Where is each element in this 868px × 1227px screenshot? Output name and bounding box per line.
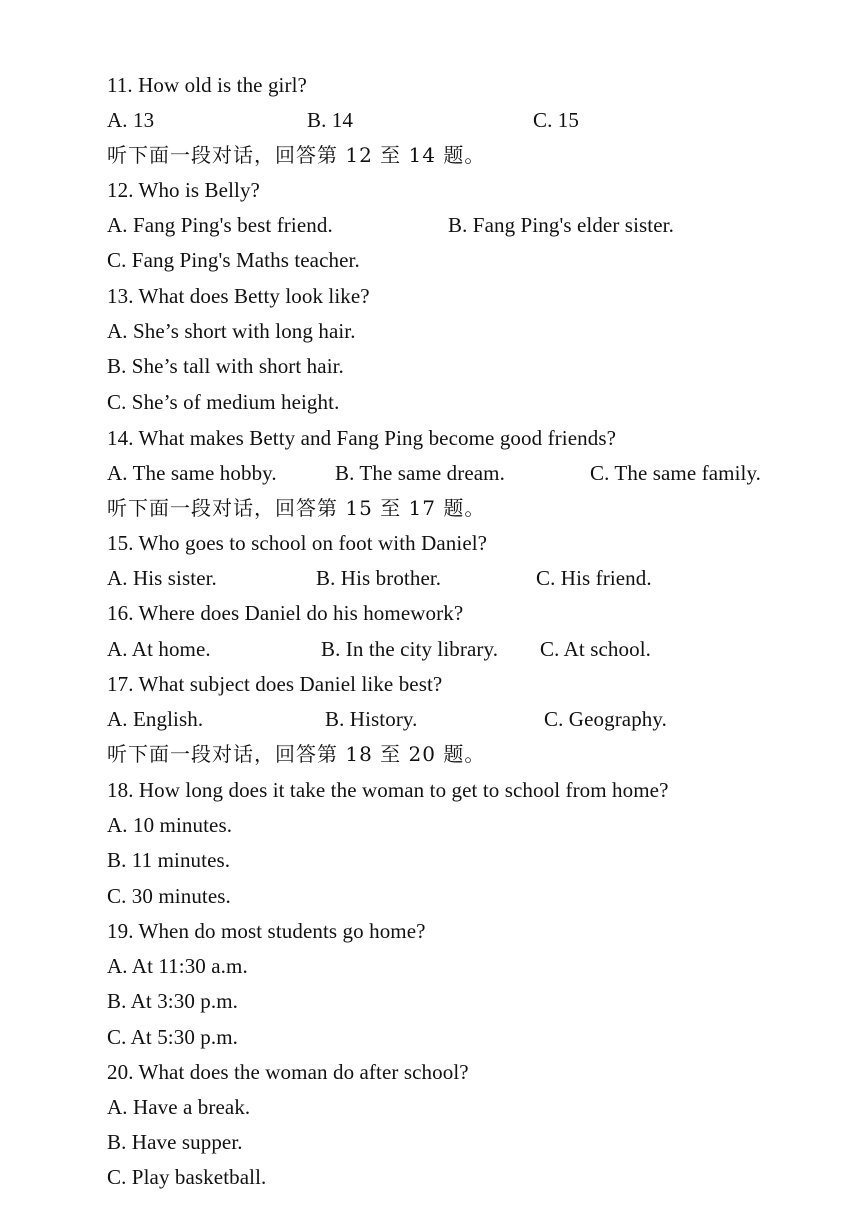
question-16-option-b: B. In the city library. — [321, 637, 499, 661]
question-19-option-a: A. At 11:30 a.m. — [107, 954, 248, 978]
question-14-option-b: B. The same dream. — [335, 461, 505, 485]
question-15-stem: 15. Who goes to school on foot with Daniel? — [107, 531, 488, 555]
question-19-stem: 19. When do most students go home? — [107, 919, 426, 943]
question-15-option-c: C. His friend. — [536, 566, 652, 590]
instruction-18-20: 听下面一段对话，回答第 18 至 20 题。 — [107, 742, 486, 766]
question-17-option-b: B. History. — [325, 707, 418, 731]
question-14-stem: 14. What makes Betty and Fang Ping become good friends? — [107, 426, 617, 450]
question-18-stem: 18. How long does it take the woman to get to school from home? — [107, 778, 669, 802]
question-18-option-b: B. 11 minutes. — [107, 848, 231, 872]
question-12-option-b: B. Fang Ping's elder sister. — [448, 213, 674, 237]
question-14-option-a: A. The same hobby. — [107, 461, 277, 485]
question-11-stem: 11. How old is the girl? — [107, 73, 307, 97]
question-16-option-c: C. At school. — [540, 637, 651, 661]
question-20-option-c: C. Play basketball. — [107, 1165, 267, 1189]
question-12-option-a: A. Fang Ping's best friend. — [107, 213, 333, 237]
question-20-option-b: B. Have supper. — [107, 1130, 243, 1154]
question-17-option-a: A. English. — [107, 707, 204, 731]
instruction-15-17: 听下面一段对话，回答第 15 至 17 题。 — [107, 496, 486, 520]
question-13-stem: 13. What does Betty look like? — [107, 284, 370, 308]
question-16-stem: 16. Where does Daniel do his homework? — [107, 601, 464, 625]
question-13-option-a: A. She’s short with long hair. — [107, 319, 356, 343]
question-18-option-a: A. 10 minutes. — [107, 813, 233, 837]
question-12-stem: 12. Who is Belly? — [107, 178, 260, 202]
question-16-option-a: A. At home. — [107, 637, 211, 661]
question-14-option-c: C. The same family. — [590, 461, 762, 485]
question-15-option-a: A. His sister. — [107, 566, 217, 590]
question-18-option-c: C. 30 minutes. — [107, 884, 231, 908]
question-19-option-c: C. At 5:30 p.m. — [107, 1025, 239, 1049]
question-13-option-c: C. She’s of medium height. — [107, 390, 340, 414]
question-13-option-b: B. She’s tall with short hair. — [107, 354, 344, 378]
question-11-option-a: A. 13 — [107, 108, 155, 132]
instruction-12-14: 听下面一段对话，回答第 12 至 14 题。 — [107, 143, 486, 167]
question-11-option-b: B. 14 — [307, 108, 354, 132]
question-20-option-a: A. Have a break. — [107, 1095, 251, 1119]
question-15-option-b: B. His brother. — [316, 566, 442, 590]
question-12-option-c: C. Fang Ping's Maths teacher. — [107, 248, 360, 272]
question-19-option-b: B. At 3:30 p.m. — [107, 989, 239, 1013]
question-17-option-c: C. Geography. — [544, 707, 667, 731]
question-17-stem: 17. What subject does Daniel like best? — [107, 672, 443, 696]
question-20-stem: 20. What does the woman do after school? — [107, 1060, 469, 1084]
question-11-option-c: C. 15 — [533, 108, 580, 132]
